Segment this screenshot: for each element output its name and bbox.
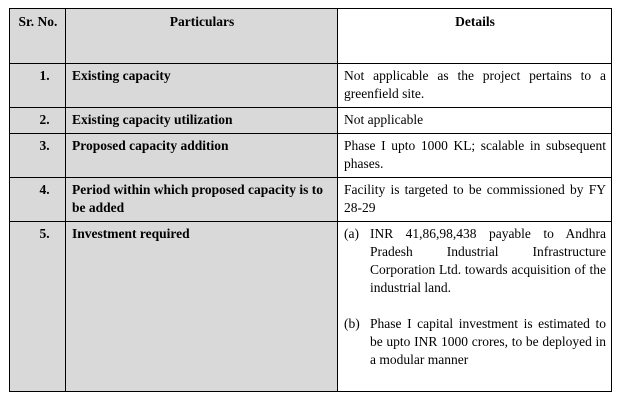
table-row bbox=[10, 108, 612, 134]
list-item-text: INR 41,86,98,438 payable to Andhra Pradesh Industrial Infrastructure Corporation Ltd. towards acquisition of the industrial land. bbox=[370, 226, 606, 295]
header-particulars: Particulars bbox=[66, 9, 338, 64]
table-row bbox=[10, 64, 612, 108]
row-sr: 1. bbox=[10, 64, 66, 108]
row-sr: 3. bbox=[10, 134, 66, 178]
row-particular: Proposed capacity addition bbox=[66, 134, 338, 178]
table-row bbox=[10, 178, 612, 222]
row-detail: Not applicable bbox=[338, 108, 612, 134]
row-particular: Existing capacity bbox=[66, 64, 338, 108]
table-row bbox=[10, 222, 612, 392]
row-sr: 2. bbox=[10, 108, 66, 134]
row-detail: Not applicable as the project pertains to a greenfield site. bbox=[338, 64, 612, 108]
list-item-text: Phase I capital investment is estimated to be upto INR 1000 crores, to be deployed in a modular manner bbox=[370, 316, 606, 367]
investment-list bbox=[344, 225, 606, 369]
row-particular: Period within which proposed capacity is to be added bbox=[66, 178, 338, 222]
row-detail: Facility is targeted to be commissioned by FY 28-29 bbox=[338, 178, 612, 222]
table-row bbox=[10, 134, 612, 178]
list-item-label: (b) bbox=[344, 316, 360, 331]
list-item-label: (a) bbox=[344, 226, 359, 241]
row-sr: 5. bbox=[10, 222, 66, 392]
row-sr: 4. bbox=[10, 178, 66, 222]
row-detail bbox=[338, 222, 612, 392]
table-header-row bbox=[10, 9, 612, 64]
header-details: Details bbox=[338, 9, 612, 64]
row-detail: Phase I upto 1000 KL; scalable in subsequent phases. bbox=[338, 134, 612, 178]
row-particular: Existing capacity utilization bbox=[66, 108, 338, 134]
header-sr-no: Sr. No. bbox=[10, 9, 66, 64]
list-item bbox=[344, 315, 606, 369]
details-table bbox=[9, 8, 612, 392]
list-item bbox=[344, 225, 606, 297]
row-particular: Investment required bbox=[66, 222, 338, 392]
